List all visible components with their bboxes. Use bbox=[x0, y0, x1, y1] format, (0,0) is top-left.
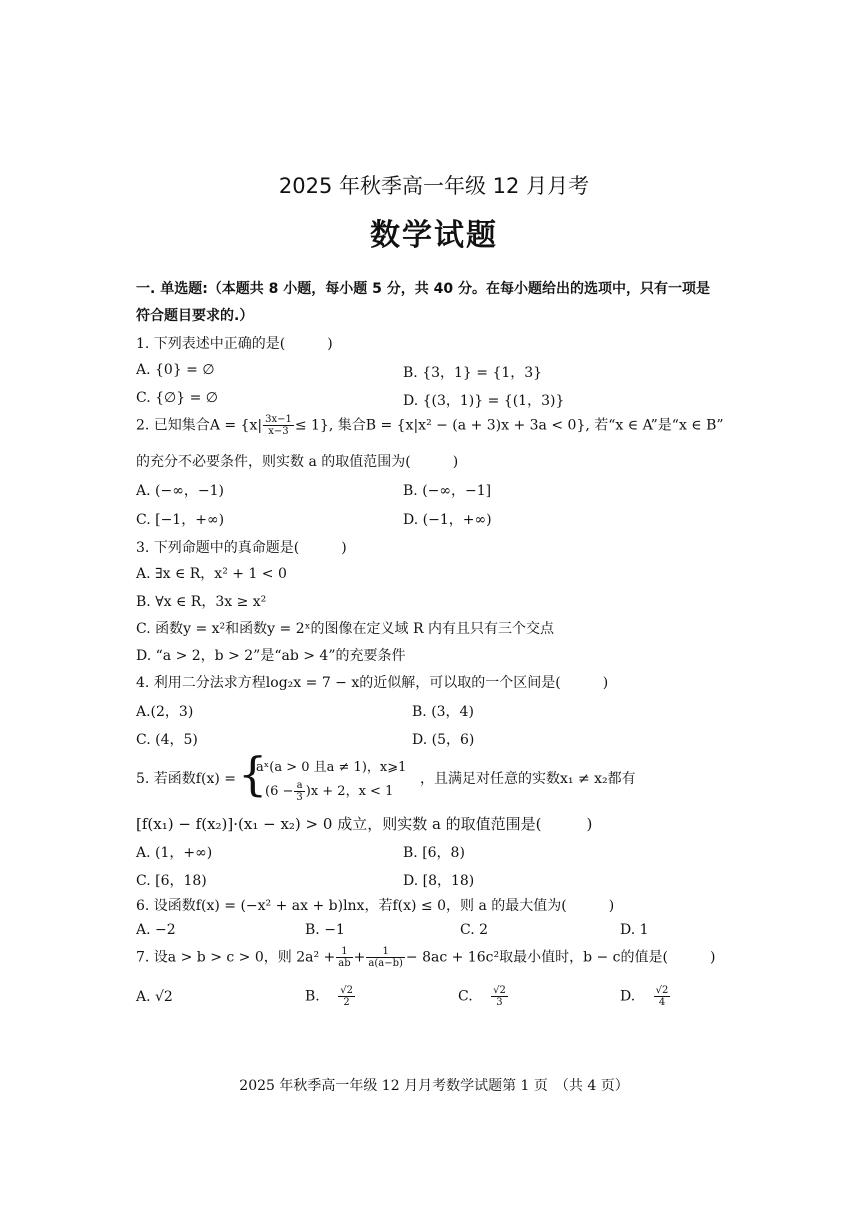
q6-stem: 6. 设函数f(x) = (−x² + ax + b)lnx，若f(x) ≤ 0，则 a 的最大值为( ) bbox=[136, 898, 615, 914]
q2-option-a: A. (−∞，−1) bbox=[136, 483, 224, 499]
q6-option-a: A. −2 bbox=[136, 922, 176, 938]
q7-option-d-denominator: 4 bbox=[658, 997, 666, 1008]
q5-stem-line2: [f(x₁) − f(x₂)]·(x₁ − x₂) > 0 成立，则实数 a 的取值范围是( ) bbox=[136, 815, 593, 833]
q4-option-b: B. (3，4) bbox=[412, 704, 474, 720]
page-footer: 2025 年秋季高一年级 12 月月考数学试题第 1 页 （共 4 页） bbox=[239, 1078, 629, 1094]
q3-stem: 3. 下列命题中的真命题是( ) bbox=[136, 540, 347, 556]
q2-option-d: D. (−1，+∞) bbox=[403, 512, 492, 528]
q5-option-c: C. [6，18) bbox=[136, 873, 207, 889]
q5-option-d: D. [8，18) bbox=[403, 873, 475, 889]
section-heading-line2: 符合题目要求的.） bbox=[136, 308, 254, 324]
q5-fraction-denominator: 3 bbox=[296, 792, 303, 803]
q5-piecewise-brace: { bbox=[238, 747, 268, 801]
q5-option-a: A. (1，+∞) bbox=[136, 845, 213, 861]
q2-option-b: B. (−∞，−1] bbox=[403, 483, 492, 499]
q5-case-1: aˣ(a > 0 且a ≠ 1)，x⩾1 bbox=[256, 760, 407, 775]
q7-option-c bbox=[458, 985, 509, 1008]
q7-option-c-label: C. bbox=[458, 988, 473, 1005]
q2-set-a-prefix: A = {x| bbox=[209, 417, 263, 434]
q7-stem bbox=[136, 946, 715, 969]
q7-option-b bbox=[305, 985, 356, 1008]
q2-stem-line1 bbox=[136, 414, 724, 437]
q7-option-b-fraction bbox=[338, 985, 355, 1008]
q7-option-c-numerator: √2 bbox=[493, 985, 506, 996]
q7-option-b-denominator: 2 bbox=[343, 997, 350, 1008]
q7-option-b-label: B. bbox=[305, 988, 320, 1005]
q5-case2-fraction bbox=[294, 780, 304, 803]
q7-fraction-2-numerator: 1 bbox=[366, 946, 405, 958]
q3-option-d: D. “a > 2，b > 2”是“ab > 4”的充要条件 bbox=[136, 648, 406, 664]
q2-set-a-fraction bbox=[263, 414, 294, 437]
section-heading-line1: 一. 单选题:（本题共 8 小题，每小题 5 分，共 40 分。在每小题给出的选项中，只有一项是 bbox=[136, 281, 710, 297]
q7-fraction-2 bbox=[366, 946, 405, 969]
q4-option-d: D. (5，6) bbox=[412, 732, 475, 748]
q2-set-b: B = {x|x² − (a + 3)x + 3a < 0} bbox=[365, 417, 586, 434]
q5-option-b: B. [6，8) bbox=[403, 845, 465, 861]
q5-case2-suffix: )x + 2，x < 1 bbox=[305, 784, 394, 799]
q7-option-a: A. √2 bbox=[136, 989, 173, 1005]
q5-function-label: 5. 若函数f(x) = bbox=[136, 771, 236, 787]
q1-option-a: A. {0} = ∅ bbox=[136, 362, 215, 378]
q2-fraction-denominator: x−3 bbox=[268, 426, 289, 437]
q1-option-c: C. {∅} = ∅ bbox=[136, 390, 218, 406]
q7-option-d bbox=[620, 985, 671, 1008]
q1-option-d: D. {(3，1)} = {(1，3)} bbox=[403, 393, 565, 409]
q5-fraction-numerator: a bbox=[294, 780, 304, 792]
q7-option-c-denominator: 3 bbox=[496, 997, 503, 1008]
q2-text-2: , 集合 bbox=[328, 417, 366, 434]
q1-stem: 1. 下列表述中正确的是( ) bbox=[136, 336, 333, 352]
q5-case2-prefix: (6 − bbox=[265, 784, 294, 799]
q2-text-3: , 若“x ∈ A”是“x ∈ B” bbox=[585, 417, 724, 434]
q7-fraction-1-denominator: ab bbox=[338, 958, 351, 969]
q7-fraction-2-denominator: a(a−b) bbox=[368, 958, 403, 969]
q7-option-d-fraction bbox=[654, 985, 671, 1008]
q2-option-c: C. [−1，+∞) bbox=[136, 512, 225, 528]
q7-option-c-fraction bbox=[491, 985, 508, 1008]
exam-subject: 数学试题 bbox=[370, 218, 498, 253]
q1-option-b: B. {3，1} = {1，3} bbox=[403, 365, 543, 381]
q6-option-b: B. −1 bbox=[305, 922, 345, 938]
q7-text-1: 7. 设a > b > c > 0，则 2a² + bbox=[136, 949, 336, 966]
q4-stem: 4. 利用二分法求方程log₂x = 7 − x的近似解，可以取的一个区间是( ) bbox=[136, 675, 609, 691]
q3-option-c: C. 函数y = x²和函数y = 2ˣ的图像在定义域 R 内有且只有三个交点 bbox=[136, 621, 554, 637]
q2-fraction-numerator: 3x−1 bbox=[265, 414, 292, 425]
q4-option-c: C. (4，5) bbox=[136, 732, 198, 748]
q7-plus-sign: + bbox=[353, 949, 366, 966]
q7-option-b-numerator: √2 bbox=[340, 985, 353, 996]
q7-fraction-1 bbox=[336, 946, 352, 969]
q7-fraction-1-numerator: 1 bbox=[336, 946, 352, 958]
q2-text-1: 2. 已知集合 bbox=[136, 417, 210, 434]
exam-title: 2025 年秋季高一年级 12 月月考 bbox=[278, 174, 590, 198]
q7-text-2: − 8ac + 16c²取最小值时，b − c的值是( ) bbox=[405, 949, 716, 966]
q6-option-d: D. 1 bbox=[620, 922, 649, 938]
q2-stem-line2: 的充分不必要条件，则实数 a 的取值范围为( ) bbox=[136, 454, 459, 470]
q3-option-b: B. ∀x ∈ R，3x ≥ x² bbox=[136, 594, 267, 610]
q5-case-2 bbox=[265, 780, 393, 803]
q7-option-d-label: D. bbox=[620, 988, 636, 1005]
q2-set-a-suffix: ≤ 1} bbox=[294, 417, 329, 434]
q7-option-d-numerator: √2 bbox=[655, 985, 669, 996]
q6-option-c: C. 2 bbox=[460, 922, 489, 938]
q5-condition: ，且满足对任意的实数x₁ ≠ x₂都有 bbox=[420, 771, 636, 787]
q3-option-a: A. ∃x ∈ R，x² + 1 < 0 bbox=[136, 566, 287, 582]
q4-option-a: A.(2，3) bbox=[136, 704, 194, 720]
